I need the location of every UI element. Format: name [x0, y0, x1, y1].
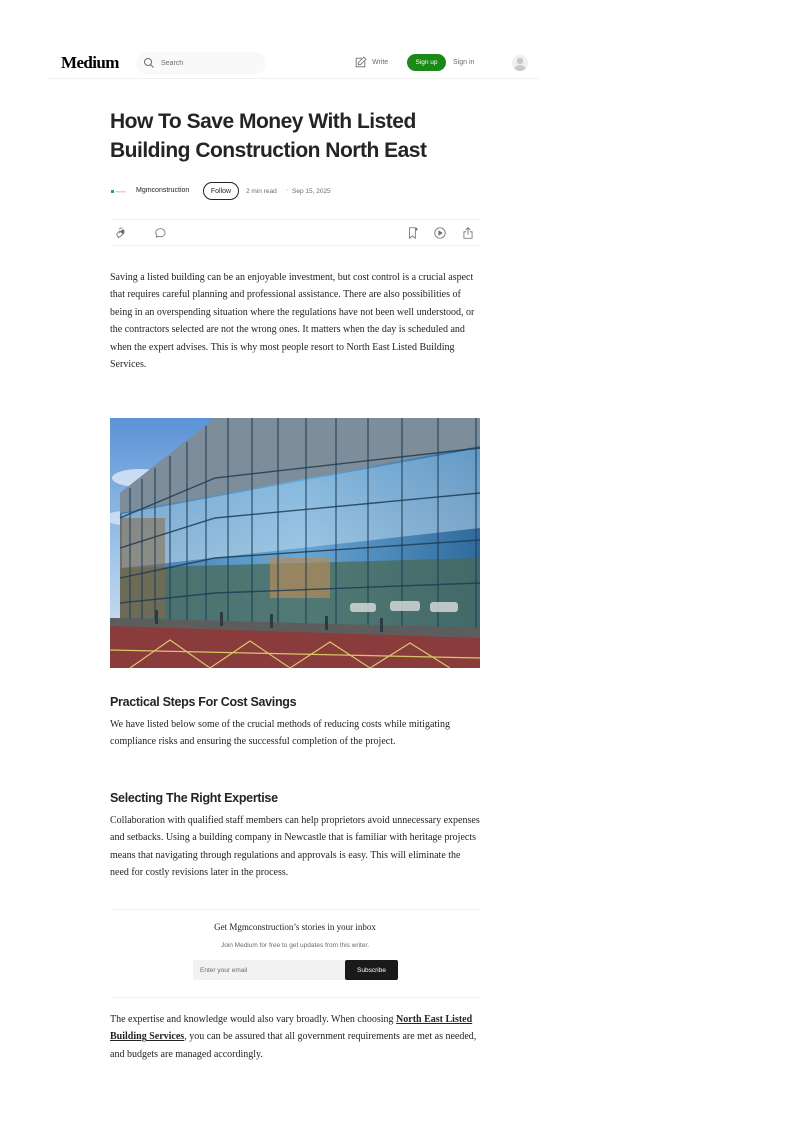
article-paragraph	[110, 1011, 480, 1063]
author-name[interactable]: Mgmconstruction	[136, 187, 190, 194]
article-hero-image	[110, 418, 480, 668]
sign-in-link[interactable]: Sign in	[453, 59, 475, 66]
section-heading: Practical Steps For Cost Savings	[110, 695, 297, 709]
subscribe-description: Join Medium for free to get updates from this writer.	[220, 942, 370, 949]
article-paragraph: Collaboration with qualified staff members can help proprietors avoid unnecessary expenses and setbacks. Using a building company in Newcastle that is familiar with heritage projects means that navigating through regulations and approvals is easy. This will eliminate the need for costly revisions later in the process.	[110, 815, 480, 879]
paragraph-text: , you can be assured that all government requirements are met as needed, and budgets are managed accordingly.	[110, 1031, 477, 1060]
subscribe-title: Get Mgmconstruction’s stories in your inbox	[214, 922, 376, 932]
write-label: Write	[372, 59, 389, 66]
share-icon[interactable]	[461, 226, 475, 240]
write-icon	[354, 56, 367, 69]
follow-button[interactable]: Follow	[203, 182, 239, 200]
email-subscribe-box	[110, 909, 480, 998]
meta-separator: ·	[286, 187, 289, 194]
write-button[interactable]	[354, 56, 388, 69]
author-avatar[interactable]	[110, 183, 127, 200]
read-time: 2 min read	[246, 188, 277, 195]
comment-icon[interactable]	[154, 226, 168, 240]
article-title: How To Save Money With Listed Building Construction North East	[110, 110, 427, 162]
listen-icon[interactable]	[433, 226, 447, 240]
publish-date: Sep 15, 2025	[292, 188, 331, 195]
top-navigation-bar	[48, 48, 540, 79]
sign-up-button[interactable]: Sign up	[407, 54, 446, 71]
article-action-bar	[110, 219, 480, 246]
author-meta	[110, 182, 490, 200]
bookmark-icon[interactable]	[406, 226, 420, 240]
medium-logo[interactable]: Medium	[61, 53, 119, 72]
article-paragraph: We have listed below some of the crucial methods of reducing costs while mitigating compliance risks and ensuring the successful completion of the project.	[110, 719, 450, 748]
article-paragraph: Saving a listed building can be an enjoyable investment, but cost control is a crucial aspect that requires careful planning and professional assistance. There are also possibilities of being in an overspending situation where the regulations have not been well understood, or the contractors selected are not the wrong ones. It matters when the day is scheduled and when the expert advises. This is why most people resort to North East Listed Building Services.	[110, 272, 475, 371]
search-box[interactable]	[136, 52, 266, 74]
paragraph-text: The expertise and knowledge would also vary broadly. When choosing	[110, 1014, 397, 1025]
email-field[interactable]	[193, 960, 346, 980]
subscribe-button[interactable]: Subscribe	[345, 960, 398, 980]
search-icon	[143, 57, 155, 69]
section-heading: Selecting The Right Expertise	[110, 791, 278, 805]
search-input[interactable]	[161, 56, 259, 70]
clap-icon[interactable]	[114, 226, 128, 240]
north-east-listed-building-link[interactable]: North East Listed Building Services	[110, 1014, 473, 1043]
user-avatar-icon[interactable]	[512, 55, 528, 71]
